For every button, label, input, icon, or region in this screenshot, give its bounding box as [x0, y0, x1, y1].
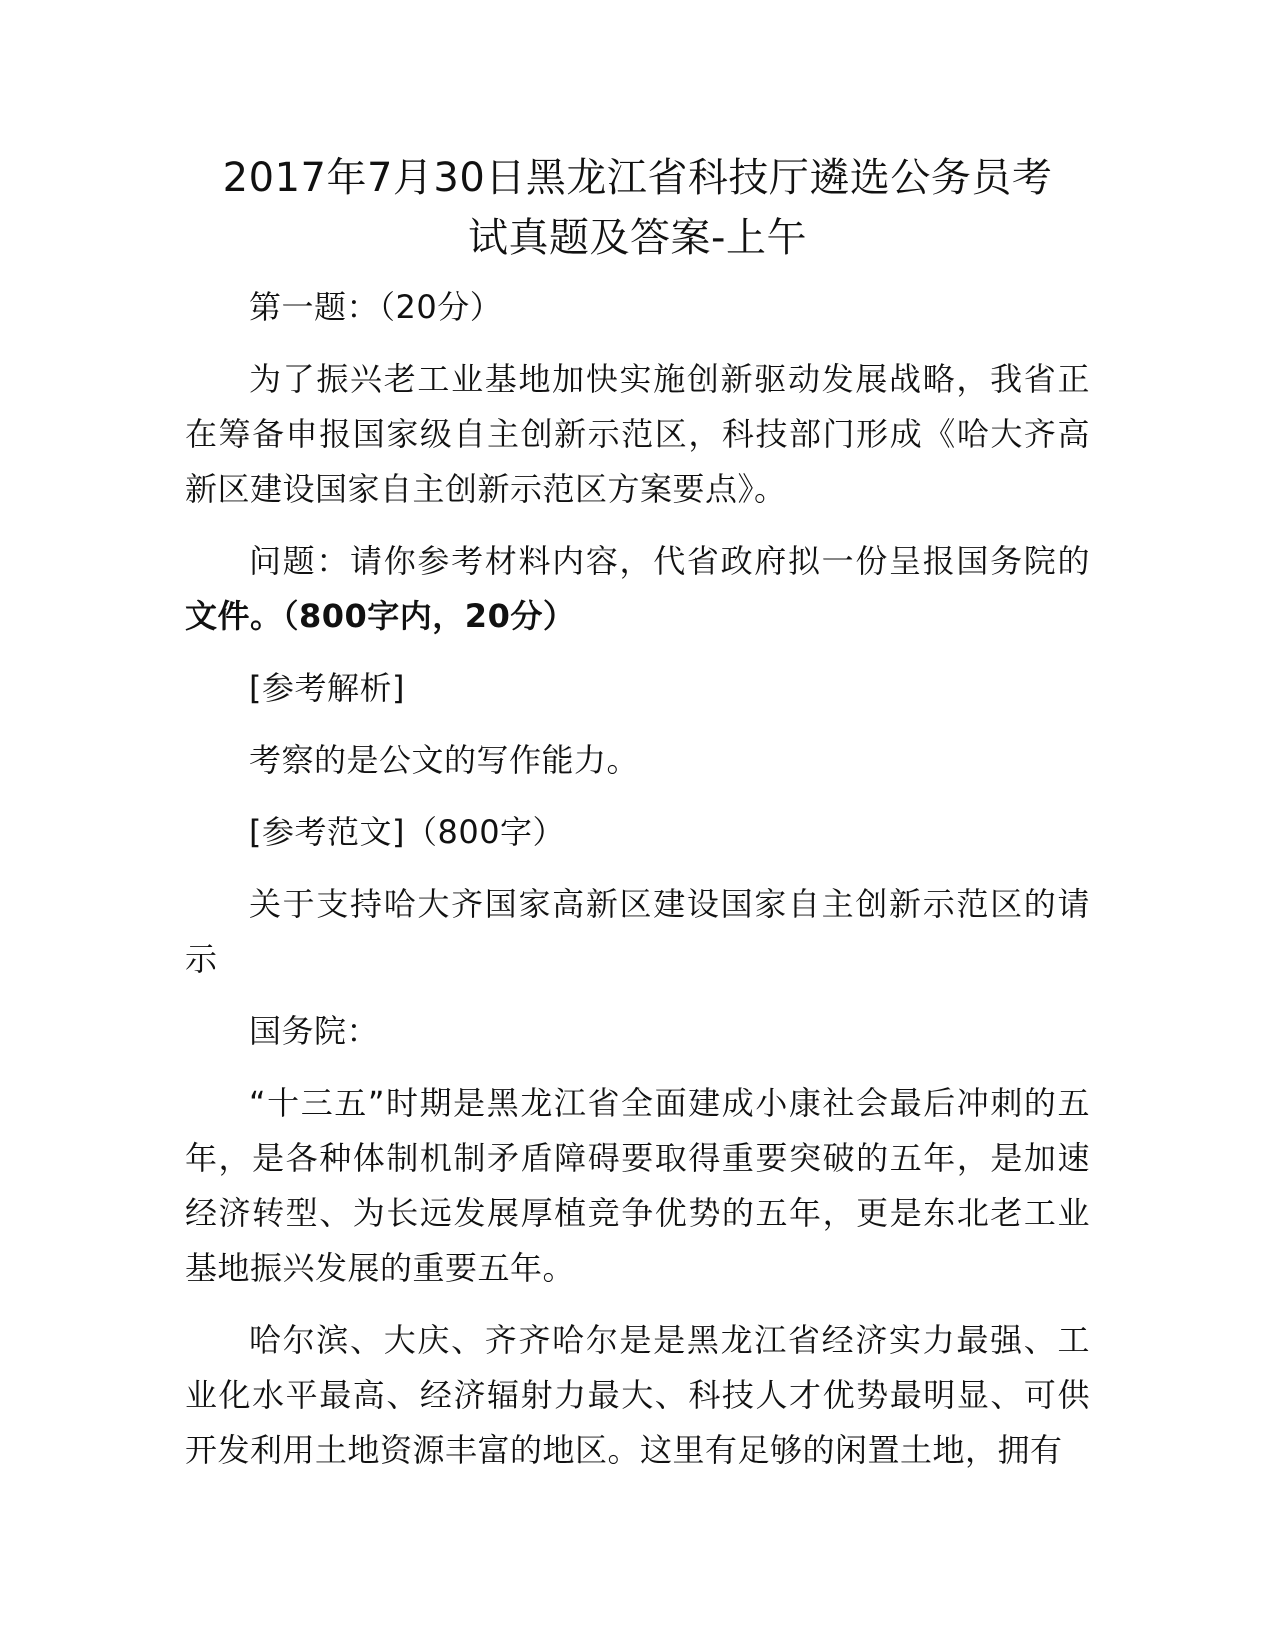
- body-paragraph-1: “十三五”时期是黑龙江省全面建成小康社会最后冲刺的五年，是各种体制机制矛盾障碍要取得重要突破的五年，是加速经济转型、为长远发展厚植竞争优势的五年，更是东北老工业基地振兴发展的重要五年。: [185, 1084, 1090, 1287]
- analysis-heading: [参考解析]: [249, 669, 405, 707]
- question-text: 问题：请你参考材料内容，代省政府拟一份呈报国务院的: [249, 542, 1090, 580]
- document-title-line-1: 2017年7月30日黑龙江省科技厅遴选公务员考: [222, 155, 1053, 201]
- sample-answer-heading: [参考范文]（800字）: [249, 813, 566, 851]
- document-content: [185, 148, 1090, 1495]
- question-intro-paragraph: 为了振兴老工业基地加快实施创新驱动发展战略，我省正在筹备申报国家级自主创新示范区，科技部门形成《哈大齐高新区建设国家自主创新示范区方案要点》。: [185, 360, 1090, 508]
- question-1-heading: 第一题：（20分）: [249, 288, 503, 326]
- analysis-text: 考察的是公文的写作能力。: [249, 741, 640, 779]
- body-paragraph-2: 哈尔滨、大庆、齐齐哈尔是是黑龙江省经济实力最强、工业化水平最高、经济辐射力最大、科技人才优势最明显、可供开发利用土地资源丰富的地区。这里有足够的闲置土地，拥有: [185, 1321, 1090, 1469]
- question-paragraph: [185, 534, 1090, 644]
- sample-answer-title: 关于支持哈大齐国家高新区建设国家自主创新示范区的请示: [185, 885, 1090, 978]
- addressee-line: 国务院：: [249, 1012, 380, 1050]
- question-requirement: 文件。（800字内，20分）: [185, 597, 576, 635]
- document-title: [185, 148, 1090, 268]
- document-title-line-2: 试真题及答案-上午: [468, 215, 807, 261]
